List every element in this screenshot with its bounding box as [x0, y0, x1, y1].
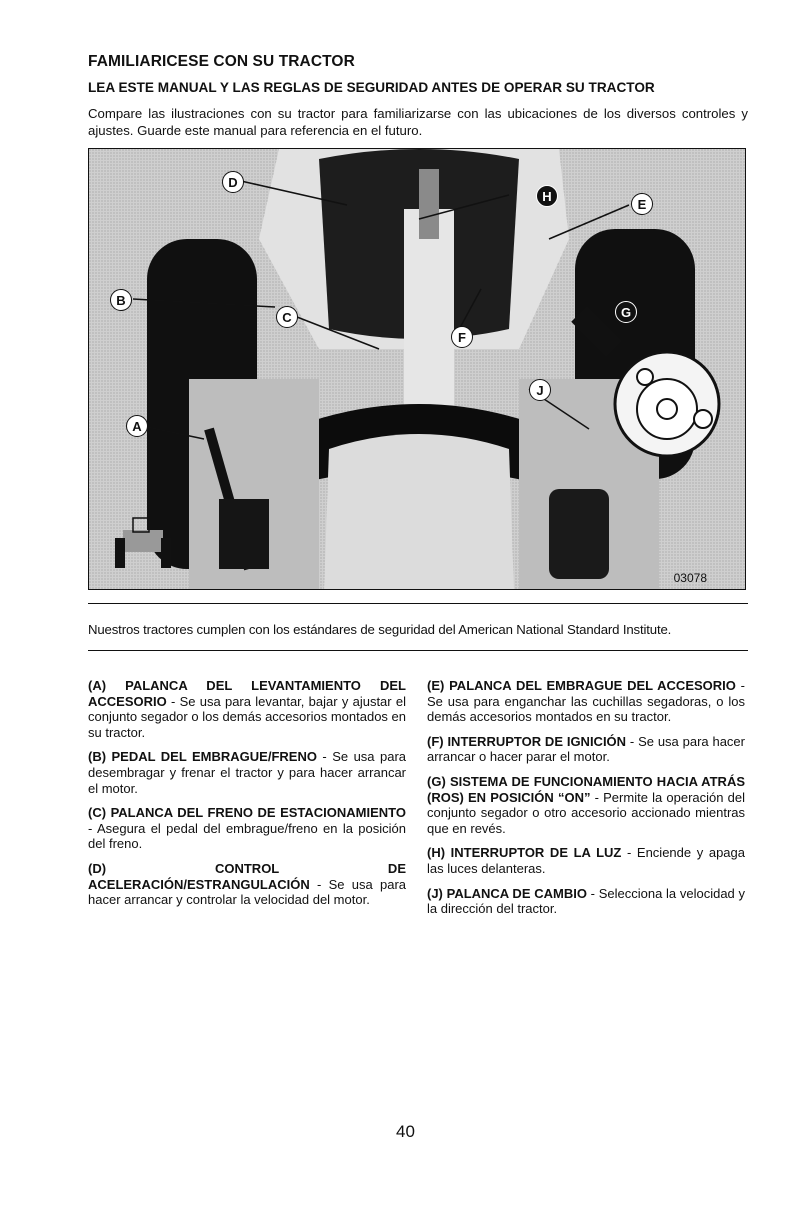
control-item-h: (H) INTERRUPTOR DE LA LUZ - Enciende y apaga las luces delanteras. [427, 845, 745, 876]
callout-c: C [276, 306, 298, 328]
page-title: FAMILIARICESE CON SU TRACTOR [88, 53, 355, 70]
divider-bottom [88, 650, 748, 651]
control-item-f: (F) INTERRUPTOR DE IGNICIÓN - Se usa para hacer arrancar o hacer parar el motor. [427, 733, 745, 765]
callout-f: F [451, 326, 473, 348]
callout-e: E [631, 193, 653, 215]
callout-b: B [110, 289, 132, 311]
callout-h: H [536, 185, 558, 207]
controls-list-right [427, 678, 745, 926]
controls-list-left [88, 678, 406, 917]
page-number: 40 [396, 1122, 415, 1141]
callout-d: D [222, 171, 244, 193]
control-item-g: (G) SISTEMA DE FUNCIONAMIENTO HACIA ATRÁS (ROS) EN POSICIÓN “ON” - Permite la operación del conjunto segador o otro accesorio accionado mientras que en revés. [427, 773, 745, 836]
divider-top [88, 603, 748, 604]
control-item-d: (D) CONTROL DE ACELERACIÓN/ESTRANGULACIÓN - Se usa para hacer arrancar y controlar la velocidad del motor. [88, 860, 406, 908]
tractor-illustration [89, 149, 746, 590]
control-item-c: (C) PALANCA DEL FRENO DE ESTACIONAMIENTO - Asegura el pedal del embrague/freno en la posición del freno. [88, 805, 406, 852]
callout-a: A [126, 415, 148, 437]
callout-j: J [529, 379, 551, 401]
control-item-e: (E) PALANCA DEL EMBRAGUE DEL ACCESORIO - Se usa para enganchar las cuchillas segadoras, o los demás accesorios montados en su tractor. [427, 678, 745, 725]
control-item-j: (J) PALANCA DE CAMBIO - Selecciona la velocidad y la dirección del tractor. [427, 885, 746, 917]
tractor-controls-figure [88, 148, 746, 590]
callout-g: G [615, 301, 637, 323]
control-item-b: (B) PEDAL DEL EMBRAGUE/FRENO - Se usa para desembragar y frenar el tractor y para hacer arrancar el motor. [88, 749, 407, 796]
control-item-a: (A) PALANCA DEL LEVANTAMIENTO DEL ACCESORIO - Se usa para levantar, bajar y ajustar el conjunto segador o los demás accesorios montados en su tractor. [88, 678, 406, 740]
intro-paragraph: Compare las ilustraciones con su tractor para familiarizarse con las ubicaciones de los diversos controles y ajustes. Guarde este manual para referencia en el futuro. [88, 106, 748, 138]
standards-note: Nuestros tractores cumplen con los estándares de seguridad del American National Standard Institute. [88, 622, 672, 637]
figure-code: 03078 [673, 571, 707, 585]
page-subtitle: LEA ESTE MANUAL Y LAS REGLAS DE SEGURIDAD ANTES DE OPERAR SU TRACTOR [88, 80, 655, 95]
